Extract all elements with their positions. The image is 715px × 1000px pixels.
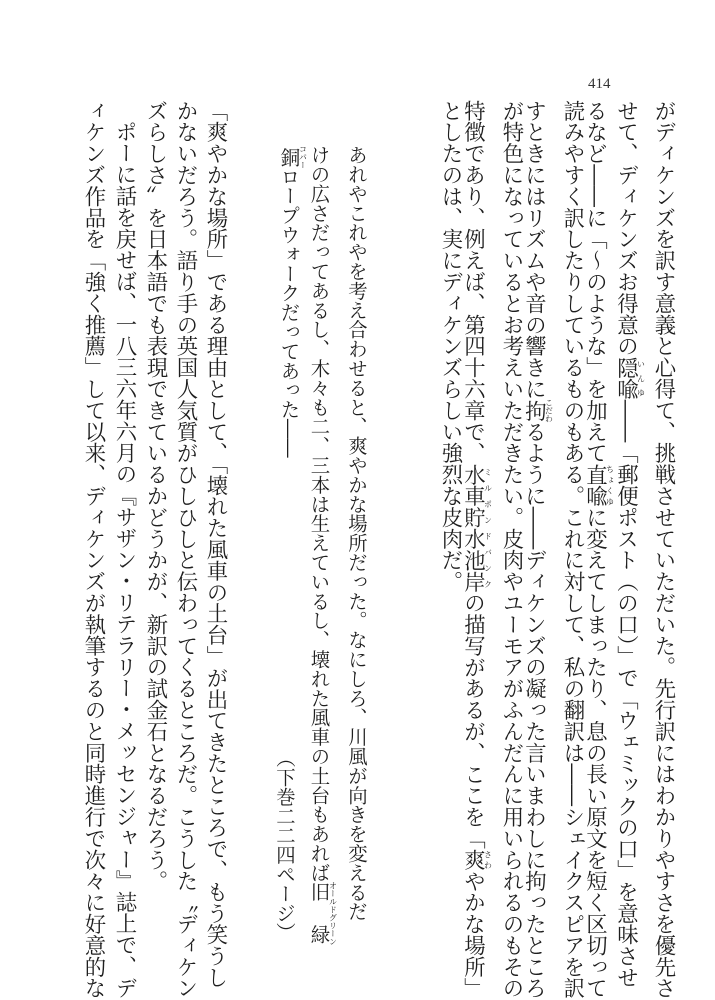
ruby-base: 隠喩 [613,356,639,400]
quote-citation: （下巻二二四ページ） [273,748,296,942]
text-run: がディケンズを訳す意義と心得て、挑戦させていただいた。先行訳にはわかりやすさを優先さ [651,100,676,999]
right-block-column [521,100,554,999]
right-block-column [651,100,675,999]
left-block-column [81,100,105,999]
right-block-column [560,100,584,999]
quote-block-column [345,145,367,921]
ruby-annotation [582,463,615,507]
ruby-annotation [460,849,493,871]
text-run: 読みやすく訳したりしているものもある。これに対して、私の翻訳は――シェイクスピアを訳 [560,100,585,999]
text-run: ズらしさ〟を日本語でも表現できているかどうかが、新訳の試金石となるだろう。 [143,100,168,892]
ruby-base: 直喩 [582,463,608,507]
right-block-column [438,100,462,592]
ruby-annotation [613,356,646,400]
text-run: に変えてしまったり、息の長い原文を短く区切って [582,506,608,999]
right-block-column [499,100,523,999]
ruby-base: 水車貯水池岸 [460,463,486,593]
right-block-column [460,100,493,999]
ruby-annotation [307,881,338,946]
ruby-base: 旧 緑 [307,881,331,946]
text-run: せて、ディケンズお得意の [613,100,639,357]
left-block-column [173,100,197,999]
text-run: が特色になっているとお考えいただきたい。皮肉やユーモアがふんだんに用いられるのもその [499,100,524,999]
text-run: ――「郵便ポスト（の口）」で「ウェミックの口」を意味させ [613,399,639,989]
text-run: あれやこれやを考え合わせると、爽やかな場所だった。なにしろ、川風が向きを変えるだ [345,145,368,921]
ruby-base: 拘 [521,398,547,423]
left-block-column [203,100,227,988]
text-run: ポーに話を戻せば、一八三六年六月の『サザン・リテラリー・メッセンジャー』誌上で、デ [112,121,137,999]
text-run: 「爽やかな場所」である理由として、「壊れた風車の土台」が出てきたところで、もう笑うし [203,100,228,989]
quote-block-column [277,145,308,458]
text-run: かないだろう。語り手の英国人気質がひしひしと伝わってくるところだ。こうした〝ディケン [173,100,198,999]
text-run: すときにはリズムや音の響きに [521,100,547,400]
text-run: やかな場所」 [460,870,486,999]
ruby-reading: ミルポンドバンク [483,463,493,593]
text-run: るなど――に「～のような」を加えて [582,100,608,464]
text-run: ィケンズ作品を「強く推薦」して以来、ディケンズが執筆するのと同時進行で次々に好意的な [81,100,106,999]
text-run: としたのは、実にディケンズらしい強烈な皮肉だ。 [438,100,463,593]
right-block-column [582,100,615,999]
right-block-column [613,100,646,989]
text-run: の描写があるが、ここを「 [460,592,486,850]
ruby-reading: コパー [298,145,308,169]
ruby-annotation [277,145,308,169]
ruby-reading: こだわ [544,398,554,423]
left-block-column [112,121,136,998]
quote-block-column [307,145,338,946]
ruby-reading: いんゆ [636,356,646,400]
ruby-annotation [460,463,493,593]
ruby-reading: オールドグリーン [328,881,338,946]
ruby-base: 銅 [277,145,301,169]
text-run: ロープウォークだってあった―― [277,166,301,458]
page-number: 414 [588,76,611,92]
ruby-base: 爽 [460,849,486,871]
ruby-reading: さわ [483,849,493,871]
text-run: 特徴であり、例えば、第四十六章で、 [460,100,486,464]
text-run: けの広さだってあるし、木々も二、三本は生えているし、壊れた風車の土台もあれば [307,145,331,883]
text-run: るように――ディケンズの凝った言いまわしに拘ったところ [521,421,547,999]
ruby-reading: ちょくゆ [605,463,615,507]
left-block-column [143,100,167,892]
ruby-annotation [521,398,554,423]
